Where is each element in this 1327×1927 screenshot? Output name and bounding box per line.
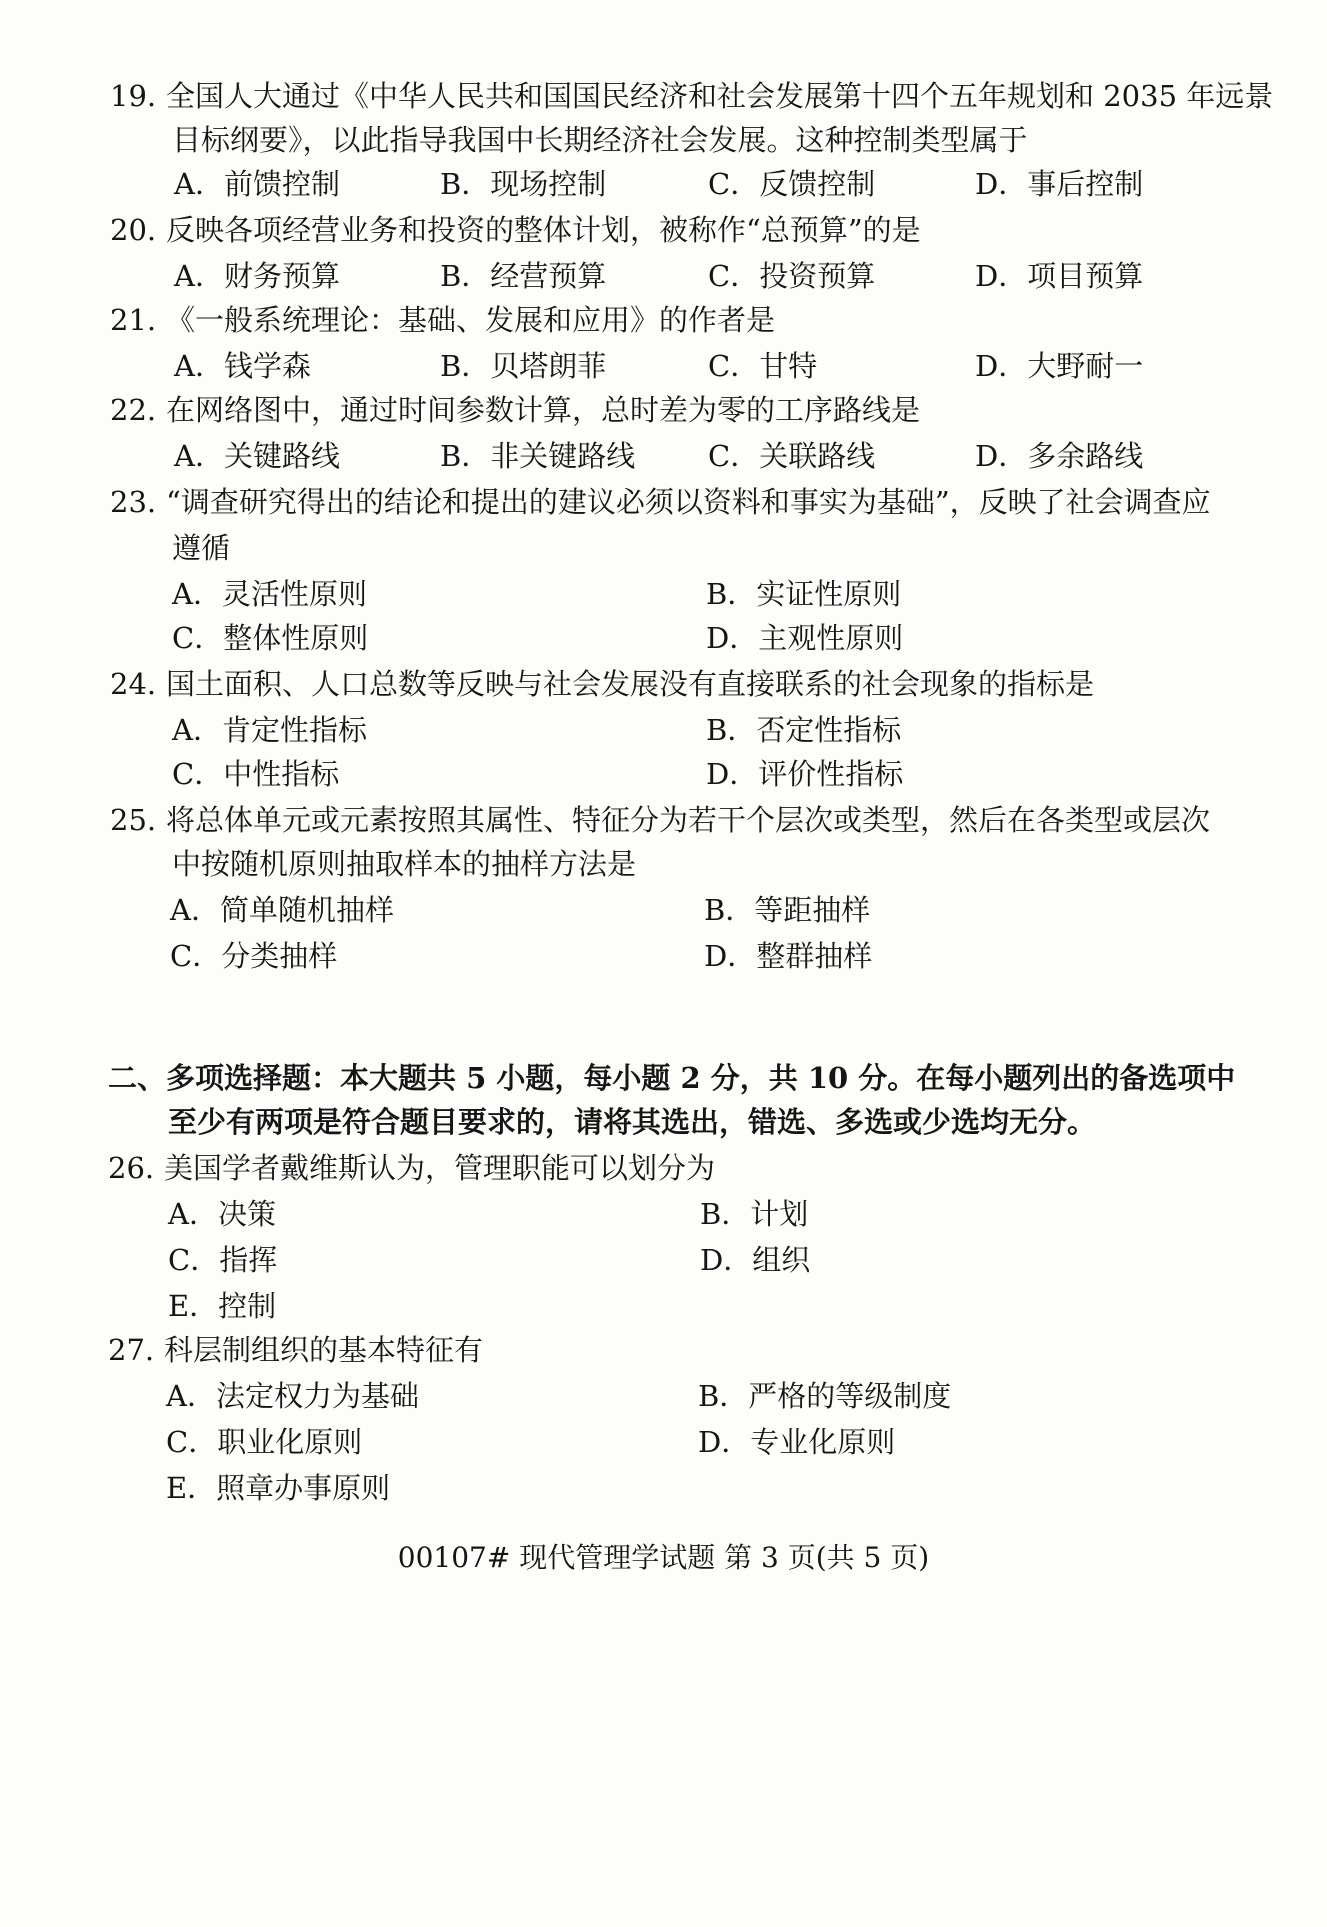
- option-e: E．照章办事原则: [166, 1471, 391, 1505]
- option-d: D．组织: [700, 1243, 811, 1277]
- option-e: E．控制: [168, 1289, 277, 1323]
- section-heading: 二、多项选择题：本大题共 5 小题，每小题 2 分，共 10 分。在每小题列出的备选项中: [108, 1061, 1236, 1095]
- question-number: 20.: [110, 213, 157, 247]
- question-26: [108, 1150, 715, 1186]
- option-d: D．事后控制: [975, 167, 1144, 201]
- question-text: 国土面积、人口总数等反映与社会发展没有直接联系的社会现象的指标是: [166, 667, 1095, 701]
- question-20: [110, 212, 921, 248]
- option-c: C．分类抽样: [170, 939, 338, 973]
- question-text: 在网络图中，通过时间参数计算，总时差为零的工序路线是: [166, 393, 921, 427]
- option-b: B．非关键路线: [440, 439, 636, 473]
- option-c: C．整体性原则: [172, 621, 369, 655]
- option-a: A．决策: [168, 1197, 276, 1231]
- question-text: “调查研究得出的结论和提出的建议必须以资料和事实为基础”，反映了社会调查应: [166, 485, 1211, 519]
- option-c: C．反馈控制: [708, 167, 876, 201]
- question-23: [110, 484, 1211, 520]
- option-d: D．多余路线: [975, 439, 1144, 473]
- question-number: 25.: [110, 803, 157, 837]
- question-27: [108, 1332, 483, 1368]
- option-c: C．职业化原则: [166, 1425, 363, 1459]
- option-a: A．钱学森: [174, 349, 311, 383]
- option-b: B．现场控制: [440, 167, 607, 201]
- question-22: [110, 392, 920, 428]
- option-d: D．项目预算: [975, 259, 1144, 293]
- option-a: A．肯定性指标: [172, 713, 367, 747]
- option-b: B．否定性指标: [706, 713, 902, 747]
- page-footer: 00107# 现代管理学试题 第 3 页(共 5 页): [397, 1541, 930, 1574]
- option-d: D．大野耐一: [975, 349, 1144, 383]
- option-d: D．评价性指标: [706, 757, 904, 791]
- question-25-cont: 中按随机原则抽取样本的抽样方法是: [172, 847, 637, 881]
- question-23-cont: 遵循: [172, 531, 231, 565]
- question-number: 23.: [110, 485, 157, 519]
- option-b: B．实证性原则: [706, 577, 902, 611]
- question-25: [110, 802, 1210, 838]
- question-24: [110, 666, 1094, 702]
- option-c: C．指挥: [168, 1243, 278, 1277]
- option-b: B．等距抽样: [704, 893, 871, 927]
- question-text: 《一般系统理论：基础、发展和应用》的作者是: [166, 303, 776, 337]
- question-text: 全国人大通过《中华人民共和国国民经济和社会发展第十四个五年规划和 2035 年远景: [166, 79, 1274, 113]
- section-instructions: 至少有两项是符合题目要求的，请将其选出，错选、多选或少选均无分。: [168, 1105, 1097, 1139]
- question-text: 美国学者戴维斯认为，管理职能可以划分为: [164, 1151, 716, 1185]
- question-21: [110, 302, 775, 338]
- question-19-cont: 目标纲要》，以此指导我国中长期经济社会发展。这种控制类型属于: [172, 123, 1028, 157]
- question-text: 将总体单元或元素按照其属性、特征分为若干个层次或类型，然后在各类型或层次: [166, 803, 1211, 837]
- option-b: B．贝塔朗菲: [440, 349, 607, 383]
- option-c: C．中性指标: [172, 757, 340, 791]
- option-c: C．关联路线: [708, 439, 876, 473]
- option-a: A．简单随机抽样: [170, 893, 394, 927]
- option-d: D．整群抽样: [704, 939, 873, 973]
- option-a: A．灵活性原则: [172, 577, 367, 611]
- question-number: 24.: [110, 667, 157, 701]
- question-text: 科层制组织的基本特征有: [164, 1333, 484, 1367]
- question-text: 反映各项经营业务和投资的整体计划，被称作“总预算”的是: [166, 213, 921, 247]
- question-number: 22.: [110, 393, 157, 427]
- question-number: 19.: [110, 79, 157, 113]
- option-a: A．前馈控制: [174, 167, 340, 201]
- option-a: A．财务预算: [174, 259, 340, 293]
- option-c: C．甘特: [708, 349, 818, 383]
- option-b: B．计划: [700, 1197, 809, 1231]
- option-b: B．经营预算: [440, 259, 607, 293]
- question-number: 26.: [108, 1151, 155, 1185]
- question-19: [110, 78, 1273, 114]
- option-a: A．法定权力为基础: [166, 1379, 419, 1413]
- option-d: D．专业化原则: [698, 1425, 896, 1459]
- option-c: C．投资预算: [708, 259, 876, 293]
- option-a: A．关键路线: [174, 439, 340, 473]
- option-b: B．严格的等级制度: [698, 1379, 952, 1413]
- question-number: 27.: [108, 1333, 155, 1367]
- option-d: D．主观性原则: [706, 621, 904, 655]
- question-number: 21.: [110, 303, 157, 337]
